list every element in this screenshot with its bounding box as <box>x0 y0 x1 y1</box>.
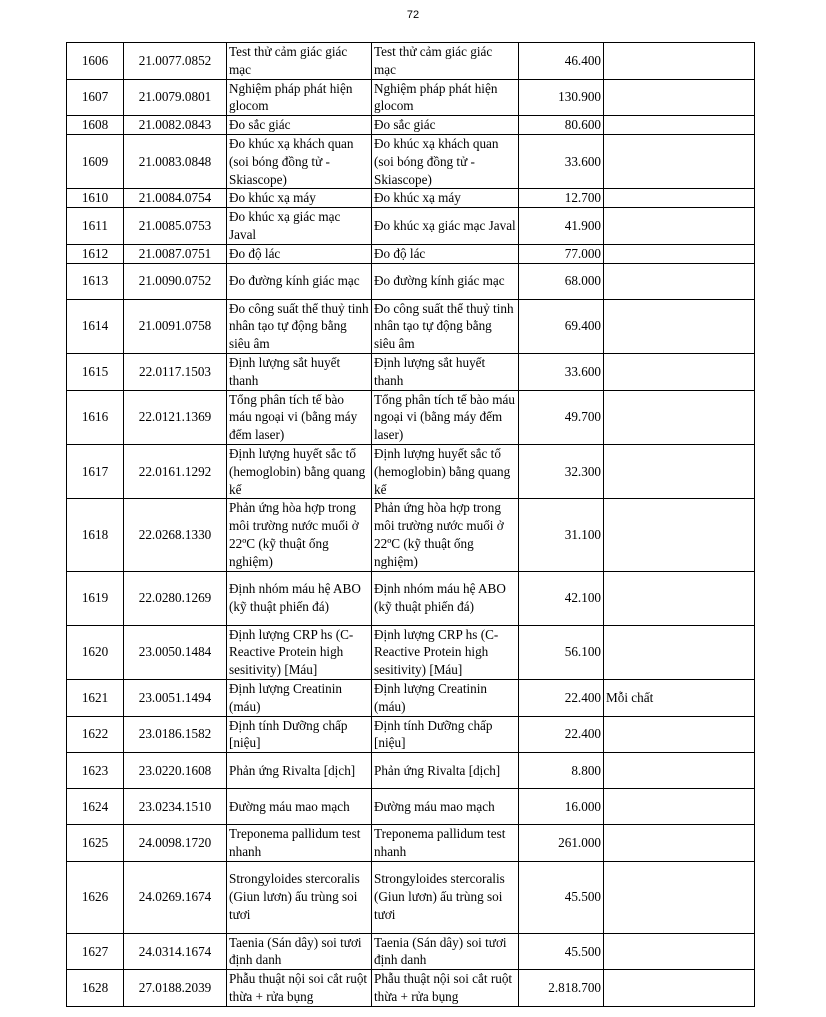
row-number-cell: 1609 <box>67 134 124 188</box>
service-name-cell: Định lượng Creatinin (máu) <box>227 679 372 716</box>
service-name-approved-cell: Taenia (Sán dây) soi tươi định danh <box>372 933 519 970</box>
price-cell: 22.400 <box>519 679 604 716</box>
table-row <box>67 353 755 390</box>
price-cell: 33.600 <box>519 353 604 390</box>
row-number-cell: 1616 <box>67 390 124 444</box>
row-number-cell: 1618 <box>67 499 124 571</box>
service-name-approved-cell: Định nhóm máu hệ ABO (kỹ thuật phiến đá) <box>372 571 519 625</box>
service-name-cell: Test thử cảm giác giác mạc <box>227 43 372 80</box>
table-row <box>67 79 755 116</box>
service-name-cell: Đo công suất thể thuỷ tinh nhân tạo tự động bằng siêu âm <box>227 299 372 353</box>
row-number-cell: 1608 <box>67 116 124 135</box>
table-row <box>67 625 755 679</box>
service-code-cell: 22.0117.1503 <box>124 353 227 390</box>
table-row <box>67 571 755 625</box>
row-number-cell: 1624 <box>67 789 124 825</box>
service-code-cell: 21.0077.0852 <box>124 43 227 80</box>
service-code-cell: 21.0083.0848 <box>124 134 227 188</box>
note-cell <box>604 79 755 116</box>
table-row <box>67 970 755 1007</box>
service-name-approved-cell: Đo khúc xạ máy <box>372 189 519 208</box>
row-number-cell: 1628 <box>67 970 124 1007</box>
service-name-approved-cell: Đo công suất thể thuỷ tinh nhân tạo tự động bằng siêu âm <box>372 299 519 353</box>
price-cell: 69.400 <box>519 299 604 353</box>
service-code-cell: 22.0121.1369 <box>124 390 227 444</box>
row-number-cell: 1626 <box>67 861 124 933</box>
row-number-cell: 1606 <box>67 43 124 80</box>
table-row <box>67 208 755 245</box>
service-name-cell: Đo đường kính giác mạc <box>227 263 372 299</box>
row-number-cell: 1627 <box>67 933 124 970</box>
row-number-cell: 1619 <box>67 571 124 625</box>
service-name-cell: Định lượng sắt huyết thanh <box>227 353 372 390</box>
service-code-cell: 23.0234.1510 <box>124 789 227 825</box>
service-code-cell: 21.0087.0751 <box>124 244 227 263</box>
row-number-cell: 1623 <box>67 753 124 789</box>
note-cell <box>604 571 755 625</box>
service-code-cell: 23.0051.1494 <box>124 679 227 716</box>
service-name-approved-cell: Test thử cảm giác giác mạc <box>372 43 519 80</box>
service-name-approved-cell: Đo độ lác <box>372 244 519 263</box>
table-row <box>67 134 755 188</box>
service-name-approved-cell: Định lượng sắt huyết thanh <box>372 353 519 390</box>
service-name-approved-cell: Strongyloides stercoralis (Giun lươn) ấu trùng soi tươi <box>372 861 519 933</box>
row-number-cell: 1612 <box>67 244 124 263</box>
table-row <box>67 390 755 444</box>
service-code-cell: 22.0161.1292 <box>124 444 227 498</box>
note-cell <box>604 353 755 390</box>
service-name-cell: Đo độ lác <box>227 244 372 263</box>
service-name-approved-cell: Định lượng CRP hs (C-Reactive Protein high sesitivity) [Máu] <box>372 625 519 679</box>
service-name-approved-cell: Treponema pallidum test nhanh <box>372 825 519 862</box>
row-number-cell: 1607 <box>67 79 124 116</box>
service-code-cell: 24.0269.1674 <box>124 861 227 933</box>
note-cell <box>604 625 755 679</box>
service-name-approved-cell: Tổng phân tích tế bào máu ngoại vi (bằng máy đếm laser) <box>372 390 519 444</box>
price-cell: 12.700 <box>519 189 604 208</box>
note-cell <box>604 861 755 933</box>
service-name-approved-cell: Phản ứng hòa hợp trong môi trường nước muối ở 22ºC (kỹ thuật ống nghiệm) <box>372 499 519 571</box>
table-body <box>67 43 755 1007</box>
service-name-cell: Đường máu mao mạch <box>227 789 372 825</box>
service-name-cell: Định tính Dưỡng chấp [niệu] <box>227 716 372 753</box>
service-name-approved-cell: Đường máu mao mạch <box>372 789 519 825</box>
service-name-cell: Treponema pallidum test nhanh <box>227 825 372 862</box>
table-row <box>67 861 755 933</box>
service-name-approved-cell: Phẫu thuật nội soi cắt ruột thừa + rửa bụng <box>372 970 519 1007</box>
service-name-cell: Đo khúc xạ khách quan (soi bóng đồng tử - Skiascope) <box>227 134 372 188</box>
service-name-cell: Phẫu thuật nội soi cắt ruột thừa + rửa bụng <box>227 970 372 1007</box>
price-cell: 261.000 <box>519 825 604 862</box>
table-row <box>67 753 755 789</box>
price-cell: 32.300 <box>519 444 604 498</box>
service-name-cell: Định lượng huyết sắc tố (hemoglobin) bằng quang kế <box>227 444 372 498</box>
row-number-cell: 1610 <box>67 189 124 208</box>
note-cell <box>604 299 755 353</box>
service-code-cell: 23.0220.1608 <box>124 753 227 789</box>
table-row <box>67 263 755 299</box>
service-code-cell: 22.0280.1269 <box>124 571 227 625</box>
note-cell: Mỗi chất <box>604 679 755 716</box>
service-name-cell: Nghiệm pháp phát hiện glocom <box>227 79 372 116</box>
service-code-cell: 24.0098.1720 <box>124 825 227 862</box>
service-code-cell: 27.0188.2039 <box>124 970 227 1007</box>
service-name-approved-cell: Đo đường kính giác mạc <box>372 263 519 299</box>
table-row <box>67 444 755 498</box>
table-row <box>67 499 755 571</box>
note-cell <box>604 789 755 825</box>
price-cell: 45.500 <box>519 933 604 970</box>
note-cell <box>604 390 755 444</box>
table-row <box>67 43 755 80</box>
note-cell <box>604 116 755 135</box>
service-code-cell: 21.0085.0753 <box>124 208 227 245</box>
table-row <box>67 116 755 135</box>
note-cell <box>604 970 755 1007</box>
row-number-cell: 1620 <box>67 625 124 679</box>
service-code-cell: 21.0090.0752 <box>124 263 227 299</box>
table-row <box>67 933 755 970</box>
service-code-cell: 21.0082.0843 <box>124 116 227 135</box>
service-code-cell: 21.0079.0801 <box>124 79 227 116</box>
table-row <box>67 679 755 716</box>
service-name-cell: Tổng phân tích tế bào máu ngoại vi (bằng máy đếm laser) <box>227 390 372 444</box>
note-cell <box>604 753 755 789</box>
service-name-approved-cell: Đo khúc xạ khách quan (soi bóng đồng tử - Skiascope) <box>372 134 519 188</box>
price-cell: 45.500 <box>519 861 604 933</box>
table-row <box>67 244 755 263</box>
row-number-cell: 1613 <box>67 263 124 299</box>
table-row <box>67 189 755 208</box>
service-name-approved-cell: Nghiệm pháp phát hiện glocom <box>372 79 519 116</box>
page-number: 72 <box>406 9 420 21</box>
price-cell: 56.100 <box>519 625 604 679</box>
note-cell <box>604 208 755 245</box>
price-cell: 8.800 <box>519 753 604 789</box>
note-cell <box>604 189 755 208</box>
table-row <box>67 299 755 353</box>
service-name-cell: Đo khúc xạ giác mạc Javal <box>227 208 372 245</box>
price-cell: 2.818.700 <box>519 970 604 1007</box>
price-cell: 130.900 <box>519 79 604 116</box>
service-code-cell: 24.0314.1674 <box>124 933 227 970</box>
service-code-cell: 22.0268.1330 <box>124 499 227 571</box>
row-number-cell: 1615 <box>67 353 124 390</box>
row-number-cell: 1621 <box>67 679 124 716</box>
table-row <box>67 716 755 753</box>
note-cell <box>604 825 755 862</box>
service-name-cell: Đo khúc xạ máy <box>227 189 372 208</box>
price-cell: 31.100 <box>519 499 604 571</box>
service-name-approved-cell: Định lượng Creatinin (máu) <box>372 679 519 716</box>
price-cell: 41.900 <box>519 208 604 245</box>
service-name-approved-cell: Đo khúc xạ giác mạc Javal <box>372 208 519 245</box>
price-cell: 68.000 <box>519 263 604 299</box>
price-cell: 22.400 <box>519 716 604 753</box>
note-cell <box>604 134 755 188</box>
service-name-cell: Định lượng CRP hs (C-Reactive Protein high sesitivity) [Máu] <box>227 625 372 679</box>
service-name-approved-cell: Đo sắc giác <box>372 116 519 135</box>
row-number-cell: 1614 <box>67 299 124 353</box>
note-cell <box>604 244 755 263</box>
row-number-cell: 1622 <box>67 716 124 753</box>
service-name-cell: Định nhóm máu hệ ABO (kỹ thuật phiến đá) <box>227 571 372 625</box>
service-name-cell: Strongyloides stercoralis (Giun lươn) ấu trùng soi tươi <box>227 861 372 933</box>
price-cell: 16.000 <box>519 789 604 825</box>
table-row <box>67 789 755 825</box>
price-cell: 33.600 <box>519 134 604 188</box>
note-cell <box>604 444 755 498</box>
service-name-approved-cell: Phản ứng Rivalta [dịch] <box>372 753 519 789</box>
price-table <box>66 42 755 1007</box>
service-code-cell: 23.0050.1484 <box>124 625 227 679</box>
note-cell <box>604 716 755 753</box>
service-name-approved-cell: Định tính Dưỡng chấp [niệu] <box>372 716 519 753</box>
service-code-cell: 23.0186.1582 <box>124 716 227 753</box>
price-cell: 49.700 <box>519 390 604 444</box>
note-cell <box>604 933 755 970</box>
service-name-cell: Taenia (Sán dây) soi tươi định danh <box>227 933 372 970</box>
price-cell: 46.400 <box>519 43 604 80</box>
service-name-approved-cell: Định lượng huyết sắc tố (hemoglobin) bằng quang kế <box>372 444 519 498</box>
service-name-cell: Đo sắc giác <box>227 116 372 135</box>
service-name-cell: Phản ứng Rivalta [dịch] <box>227 753 372 789</box>
service-name-cell: Phản ứng hòa hợp trong môi trường nước muối ở 22ºC (kỹ thuật ống nghiệm) <box>227 499 372 571</box>
service-code-cell: 21.0084.0754 <box>124 189 227 208</box>
note-cell <box>604 43 755 80</box>
note-cell <box>604 263 755 299</box>
price-cell: 42.100 <box>519 571 604 625</box>
price-cell: 80.600 <box>519 116 604 135</box>
row-number-cell: 1611 <box>67 208 124 245</box>
row-number-cell: 1625 <box>67 825 124 862</box>
price-cell: 77.000 <box>519 244 604 263</box>
table-row <box>67 825 755 862</box>
note-cell <box>604 499 755 571</box>
row-number-cell: 1617 <box>67 444 124 498</box>
service-code-cell: 21.0091.0758 <box>124 299 227 353</box>
